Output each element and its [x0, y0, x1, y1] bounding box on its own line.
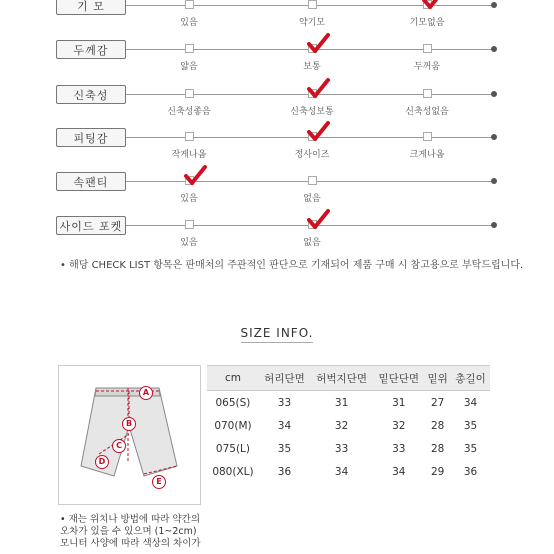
- size-value-cell: 33: [392, 442, 406, 455]
- size-table-header-cell: 허벅지단면: [310, 366, 373, 391]
- option-label: 신축성좋음: [167, 107, 211, 117]
- checklist-note: • 해당 CHECK LIST 항목은 판매처의 주관적인 판단으로 기재되어 제품 구매 시 참고용으로 부탁드립니다.: [60, 260, 524, 271]
- size-value-cell: 36: [277, 465, 292, 478]
- measure-marker-b: B: [122, 417, 136, 431]
- footnote-line: 오차가 있을 수 있으며 (1~2cm): [60, 526, 197, 537]
- option-checkbox: [308, 0, 317, 9]
- size-label-cell: 070(M): [214, 419, 252, 432]
- option-checkbox: [423, 89, 432, 98]
- size-table-row: [207, 437, 490, 460]
- check-mark-icon: [306, 208, 330, 232]
- shorts-diagram: [58, 365, 201, 505]
- shorts-illustration: [59, 366, 200, 504]
- checklist-row: [0, 127, 554, 171]
- option-label: 없음: [303, 194, 321, 204]
- checklist-row: [0, 0, 554, 39]
- size-value-cell: 34: [334, 465, 349, 478]
- scale-end-dot: [491, 178, 497, 184]
- size-table-header-cell: 허리단면: [259, 366, 310, 391]
- size-label-cell: 075(L): [215, 442, 250, 455]
- option-checkbox: [185, 220, 194, 229]
- scale-end-dot: [491, 134, 497, 140]
- size-value-cell: 32: [392, 419, 406, 432]
- size-value-cell: 29: [430, 465, 445, 478]
- size-value-cell: 31: [334, 396, 349, 409]
- option-label: 있음: [180, 194, 198, 204]
- option-checkbox: [185, 0, 194, 9]
- option-checkbox: [185, 89, 194, 98]
- size-info-title: [0, 326, 554, 340]
- checklist-label: 기 모: [56, 0, 126, 15]
- checklist-row: [0, 39, 554, 83]
- size-value-cell: 31: [392, 396, 406, 409]
- measurement-footnote: [60, 514, 210, 550]
- footnote-line: 모니터 사양에 따라 색상의 차이가: [60, 538, 201, 549]
- size-value-cell: 33: [277, 396, 292, 409]
- size-value-cell: 34: [277, 419, 292, 432]
- size-table-header-cell: 밑단단면: [373, 366, 424, 391]
- footnote-line: • 재는 위치나 방법에 따라 약간의: [60, 514, 201, 525]
- size-value-cell: 35: [463, 442, 478, 455]
- size-table-header-cell: 총길이: [451, 366, 490, 391]
- option-label: 신축성없음: [405, 107, 449, 117]
- size-value-cell: 35: [277, 442, 292, 455]
- option-label: 크게나옴: [409, 150, 445, 160]
- option-label: 있음: [180, 238, 198, 248]
- checklist-label: 피팅감: [56, 128, 126, 147]
- size-table-row: [207, 414, 490, 437]
- check-mark-icon: [183, 164, 207, 188]
- measure-marker-e: E: [152, 475, 166, 489]
- size-label-cell: 065(S): [215, 396, 251, 409]
- option-label: 얇음: [180, 62, 198, 72]
- option-label: 기모없음: [409, 18, 445, 28]
- option-label: 두꺼움: [413, 62, 441, 72]
- size-value-cell: 28: [430, 419, 445, 432]
- option-label: 약기모: [298, 18, 326, 28]
- size-value-cell: 34: [392, 465, 406, 478]
- check-mark-icon: [306, 77, 330, 101]
- size-table-row: [207, 460, 490, 483]
- size-table-header-cell: cm: [207, 366, 259, 391]
- checklist-row: [0, 84, 554, 128]
- option-checkbox: [185, 44, 194, 53]
- check-mark-icon: [306, 120, 330, 144]
- size-value-cell: 33: [334, 442, 349, 455]
- option-checkbox: [185, 132, 194, 141]
- option-label: 보통: [303, 62, 321, 72]
- size-value-cell: 35: [463, 419, 478, 432]
- checklist-row: [0, 171, 554, 215]
- option-checkbox: [423, 44, 432, 53]
- size-value-cell: 28: [430, 442, 445, 455]
- scale-end-dot: [491, 91, 497, 97]
- option-label: 있음: [180, 18, 198, 28]
- size-table: [207, 365, 490, 483]
- check-mark-icon: [421, 0, 445, 12]
- size-value-cell: 36: [463, 465, 478, 478]
- option-checkbox: [423, 132, 432, 141]
- measure-marker-a: A: [139, 386, 153, 400]
- scale-end-dot: [491, 46, 497, 52]
- measure-marker-d: D: [95, 455, 109, 469]
- measure-marker-c: C: [112, 439, 126, 453]
- size-info-title-text: SIZE INFO.: [241, 326, 314, 343]
- size-label-cell: 080(XL): [212, 465, 254, 478]
- checklist-label: 속팬티: [56, 172, 126, 191]
- option-label: 신축성보통: [290, 107, 334, 117]
- size-table-row: [207, 391, 490, 415]
- checklist-label: 두께감: [56, 40, 126, 59]
- size-table-header-cell: 밑위: [424, 366, 451, 391]
- checklist-label: 사이드 포켓: [56, 216, 126, 235]
- checklist-row: [0, 215, 554, 259]
- scale-end-dot: [491, 222, 497, 228]
- size-table-header: [207, 366, 490, 391]
- option-label: 작게나옴: [171, 150, 207, 160]
- scale-end-dot: [491, 2, 497, 8]
- option-checkbox: [308, 176, 317, 185]
- size-value-cell: 34: [463, 396, 478, 409]
- option-label: 정사이즈: [294, 150, 330, 160]
- option-label: 없음: [303, 238, 321, 248]
- size-value-cell: 32: [334, 419, 349, 432]
- size-value-cell: 27: [430, 396, 445, 409]
- checklist-label: 신축성: [56, 85, 126, 104]
- check-mark-icon: [306, 32, 330, 56]
